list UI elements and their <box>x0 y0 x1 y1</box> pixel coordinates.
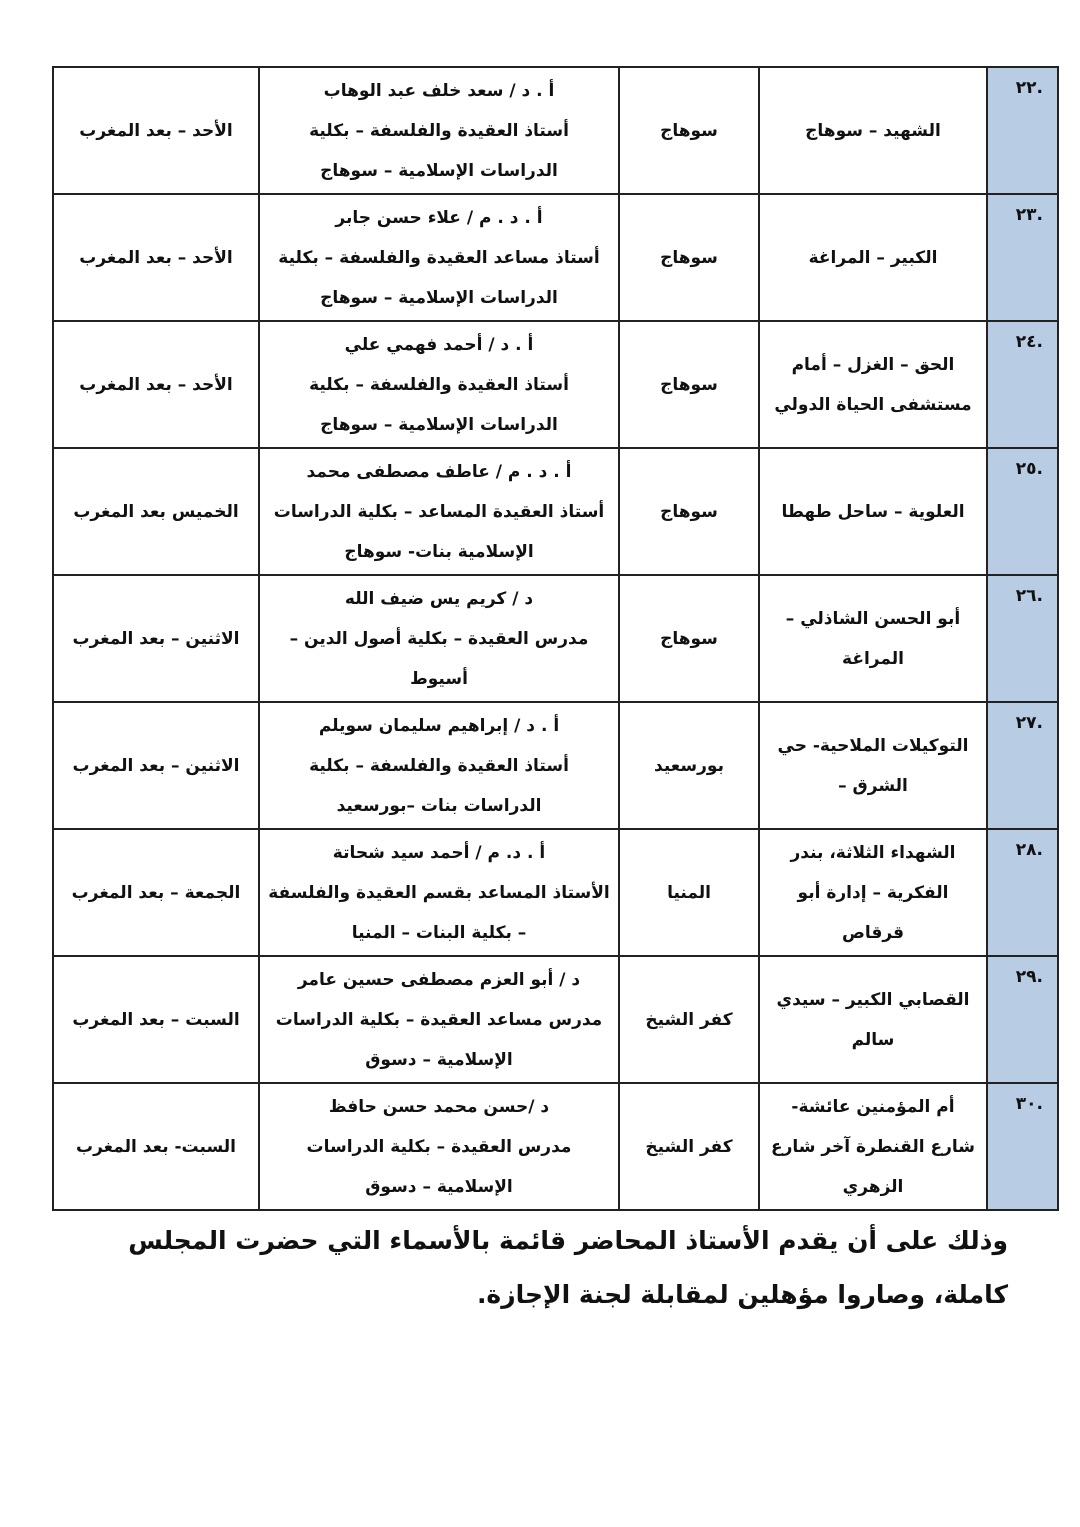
row-number: .٢٣ <box>987 194 1058 321</box>
lecturer-name: أ . د / سعد خلف عبد الوهاب <box>323 80 555 101</box>
mosque-cell: التوكيلات الملاحية- حي الشرق – <box>759 702 987 829</box>
table-row <box>53 67 1058 194</box>
table-row <box>53 194 1058 321</box>
governorate-cell: بورسعيد <box>619 702 759 829</box>
lecturer-name: د /حسن محمد حسن حافظ <box>328 1096 550 1117</box>
time-cell: الاثنين – بعد المغرب <box>53 575 259 702</box>
mosque-cell: الشهداء الثلاثة، بندر الفكرية – إدارة أبو قرقاص <box>759 829 987 956</box>
lecturer-title: مدرس العقيدة – بكلية الدراسات الإسلامية – دسوق <box>306 1136 572 1197</box>
lecturer-title: مدرس مساعد العقيدة – بكلية الدراسات الإسلامية – دسوق <box>275 1009 603 1070</box>
row-number: .٢٦ <box>987 575 1058 702</box>
lecturer-title: أستاذ العقيدة المساعد – بكلية الدراسات الإسلامية بنات- سوهاج <box>273 501 605 562</box>
schedule-rows <box>53 67 1058 1210</box>
lecturer-name: أ . د / أحمد فهمي علي <box>344 334 534 355</box>
lecture-schedule-table <box>52 66 1059 1211</box>
time-cell: الأحد – بعد المغرب <box>53 194 259 321</box>
row-number: .٢٧ <box>987 702 1058 829</box>
governorate-cell: المنيا <box>619 829 759 956</box>
governorate-cell: سوهاج <box>619 67 759 194</box>
mosque-cell: الكبير – المراغة <box>759 194 987 321</box>
mosque-cell: أم المؤمنين عائشة- شارع القنطرة آخر شارع الزهري <box>759 1083 987 1210</box>
lecturer-name: د / أبو العزم مصطفى حسين عامر <box>297 969 581 990</box>
governorate-cell: سوهاج <box>619 448 759 575</box>
lecturer-title: أستاذ العقيدة والفلسفة – بكلية الدراسات الإسلامية – سوهاج <box>309 374 569 435</box>
lecturer-cell <box>259 194 619 321</box>
mosque-cell: العلوية – ساحل طهطا <box>759 448 987 575</box>
table-row <box>53 321 1058 448</box>
closing-paragraph: وذلك على أن يقدم الأستاذ المحاضر قائمة بالأسماء التي حضرت المجلس كاملة، وصاروا مؤهلين لمقابلة لجنة الإجازة. <box>128 1226 1008 1309</box>
governorate-cell: سوهاج <box>619 194 759 321</box>
row-number: .٢٨ <box>987 829 1058 956</box>
mosque-cell: أبو الحسن الشاذلي – المراغة <box>759 575 987 702</box>
lecturer-cell <box>259 702 619 829</box>
row-number: .٢٥ <box>987 448 1058 575</box>
lecturer-name: أ . د . م / علاء حسن جابر <box>335 207 543 228</box>
row-number: .٣٠ <box>987 1083 1058 1210</box>
lecturer-title: مدرس العقيدة – بكلية أصول الدين – أسيوط <box>289 628 589 689</box>
lecturer-cell <box>259 829 619 956</box>
governorate-cell: سوهاج <box>619 321 759 448</box>
time-cell: السبت- بعد المغرب <box>53 1083 259 1210</box>
lecturer-cell <box>259 448 619 575</box>
table-row <box>53 956 1058 1083</box>
time-cell: الاثنين – بعد المغرب <box>53 702 259 829</box>
mosque-cell: الشهيد – سوهاج <box>759 67 987 194</box>
mosque-cell: القصابي الكبير – سيدي سالم <box>759 956 987 1083</box>
lecturer-name: د / كريم يس ضيف الله <box>344 588 534 609</box>
mosque-cell: الحق – الغزل – أمام مستشفى الحياة الدولي <box>759 321 987 448</box>
time-cell: الخميس بعد المغرب <box>53 448 259 575</box>
lecturer-name: أ . د / إبراهيم سليمان سويلم <box>318 715 560 736</box>
table-row <box>53 575 1058 702</box>
row-number: .٢٢ <box>987 67 1058 194</box>
table-row <box>53 1083 1058 1210</box>
lecturer-title: الأستاذ المساعد بقسم العقيدة والفلسفة – بكلية البنات – المنيا <box>268 882 610 943</box>
time-cell: الجمعة – بعد المغرب <box>53 829 259 956</box>
lecturer-cell <box>259 321 619 448</box>
lecturer-title: أستاذ العقيدة والفلسفة – بكلية الدراسات الإسلامية – سوهاج <box>309 120 569 181</box>
lecturer-name: أ . د. م / أحمد سيد شحاتة <box>332 842 546 863</box>
row-number: .٢٤ <box>987 321 1058 448</box>
lecturer-cell <box>259 67 619 194</box>
lecturer-name: أ . د . م / عاطف مصطفى محمد <box>306 461 572 482</box>
governorate-cell: سوهاج <box>619 575 759 702</box>
governorate-cell: كفر الشيخ <box>619 956 759 1083</box>
row-number: .٢٩ <box>987 956 1058 1083</box>
lecturer-cell <box>259 575 619 702</box>
time-cell: السبت – بعد المغرب <box>53 956 259 1083</box>
lecturer-cell <box>259 1083 619 1210</box>
time-cell: الأحد – بعد المغرب <box>53 321 259 448</box>
time-cell: الأحد – بعد المغرب <box>53 67 259 194</box>
table-row <box>53 829 1058 956</box>
table-row <box>53 448 1058 575</box>
governorate-cell: كفر الشيخ <box>619 1083 759 1210</box>
table-row <box>53 702 1058 829</box>
lecturer-cell <box>259 956 619 1083</box>
lecturer-title: أستاذ العقيدة والفلسفة – بكلية الدراسات بنات –بورسعيد <box>309 755 569 816</box>
lecturer-title: أستاذ مساعد العقيدة والفلسفة – بكلية الدراسات الإسلامية – سوهاج <box>278 247 600 308</box>
